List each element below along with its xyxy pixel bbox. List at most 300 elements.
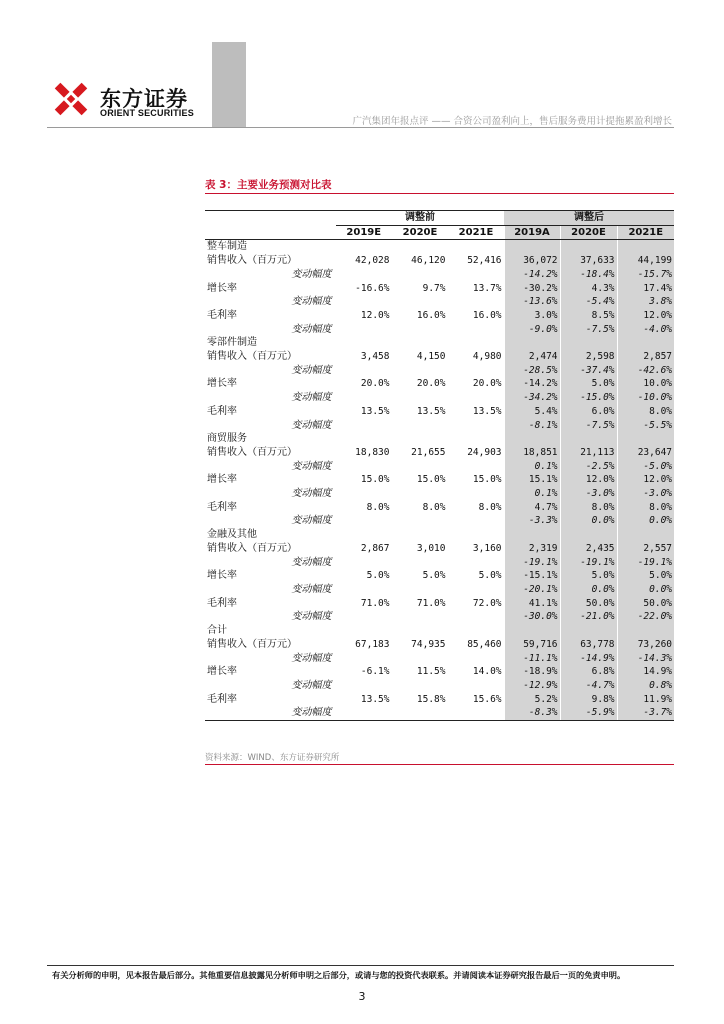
- cell-after: 17.4%: [617, 282, 674, 296]
- cell-before: [392, 583, 448, 597]
- cell-before: [392, 419, 448, 433]
- cell-after: 4.3%: [560, 282, 617, 296]
- cell-after: [560, 240, 617, 254]
- section-row: [205, 240, 674, 254]
- cell-after: 5.0%: [560, 377, 617, 391]
- cell-before: [448, 624, 504, 638]
- cell-before: 3,458: [336, 350, 392, 364]
- row-label: 毛利率: [207, 501, 237, 513]
- cell-after: -15.0%: [560, 391, 617, 405]
- cell-before: 12.0%: [336, 309, 392, 323]
- row-label: 增长率: [207, 570, 237, 582]
- cell-after: 15.1%: [504, 473, 560, 487]
- cell-after: -19.1%: [617, 556, 674, 570]
- row-label: 变动幅度: [291, 296, 332, 308]
- cell-after: -19.1%: [560, 556, 617, 570]
- cell-after: -30.2%: [504, 282, 560, 296]
- year-before-header: 2021E: [448, 225, 504, 240]
- section-row: [205, 528, 674, 542]
- row-label: 变动幅度: [291, 583, 332, 595]
- cell-before: [392, 364, 448, 378]
- cell-after: [617, 528, 674, 542]
- cell-before: [336, 432, 392, 446]
- cell-after: [560, 336, 617, 350]
- cell-before: 20.0%: [392, 377, 448, 391]
- cell-after: [504, 336, 560, 350]
- row-label: 销售收入（百万元）: [207, 542, 297, 554]
- row-label: 销售收入（百万元）: [207, 351, 297, 363]
- cell-after: 0.0%: [617, 583, 674, 597]
- brand-name-en: ORIENT SECURITIES: [100, 108, 194, 118]
- cell-before: [448, 583, 504, 597]
- report-title: 广汽集团年报点评 —— 合资公司盈利向上，售后服务费用计提拖累盈利增长: [352, 116, 672, 127]
- cell-before: 16.0%: [448, 309, 504, 323]
- cell-after: 59,716: [504, 638, 560, 652]
- cell-after: -8.1%: [504, 419, 560, 433]
- cell-after: 41.1%: [504, 597, 560, 611]
- cell-after: [504, 240, 560, 254]
- cell-before: [392, 679, 448, 693]
- table-caption: 表 3：主要业务预测对比表: [205, 179, 332, 191]
- cell-before: [336, 556, 392, 570]
- cell-before: 13.5%: [392, 405, 448, 419]
- cell-before: [448, 460, 504, 474]
- cell-before: 13.5%: [336, 405, 392, 419]
- cell-before: 2,867: [336, 542, 392, 556]
- cell-after: -20.1%: [504, 583, 560, 597]
- data-row: [205, 282, 674, 296]
- cell-after: 37,633: [560, 254, 617, 268]
- cell-before: 15.0%: [392, 473, 448, 487]
- source-note: 资料来源：WIND、东方证券研究所: [205, 753, 340, 763]
- cell-after: 14.9%: [617, 665, 674, 679]
- cell-before: 52,416: [448, 254, 504, 268]
- cell-before: [392, 624, 448, 638]
- cell-after: -5.0%: [617, 460, 674, 474]
- cell-before: 13.5%: [448, 405, 504, 419]
- cell-after: 12.0%: [617, 473, 674, 487]
- cell-before: [448, 364, 504, 378]
- cell-before: 42,028: [336, 254, 392, 268]
- change-row: [205, 268, 674, 282]
- change-row: [205, 514, 674, 528]
- cell-before: 15.0%: [448, 473, 504, 487]
- page-number: 3: [358, 990, 366, 1003]
- row-label: 整车制造: [207, 241, 247, 253]
- cell-after: 2,557: [617, 542, 674, 556]
- cell-before: 5.0%: [392, 569, 448, 583]
- cell-before: [336, 364, 392, 378]
- cell-after: -10.0%: [617, 391, 674, 405]
- cell-before: [392, 240, 448, 254]
- cell-after: -3.3%: [504, 514, 560, 528]
- group-after-header: 调整后: [504, 211, 674, 226]
- table-header-row-groups: [205, 211, 674, 226]
- cell-before: [448, 487, 504, 501]
- cell-before: 13.5%: [336, 693, 392, 707]
- change-row: [205, 679, 674, 693]
- cell-before: [392, 336, 448, 350]
- cell-after: [617, 624, 674, 638]
- cell-after: -2.5%: [560, 460, 617, 474]
- cell-after: -19.1%: [504, 556, 560, 570]
- data-row: [205, 569, 674, 583]
- row-label: 销售收入（百万元）: [207, 255, 297, 267]
- cell-after: -8.3%: [504, 706, 560, 720]
- cell-before: [448, 391, 504, 405]
- cell-after: -11.1%: [504, 652, 560, 666]
- cell-after: -3.0%: [560, 487, 617, 501]
- caption-rule: [205, 193, 674, 194]
- cell-after: 2,857: [617, 350, 674, 364]
- cell-after: 44,199: [617, 254, 674, 268]
- cell-before: 15.0%: [336, 473, 392, 487]
- row-label: 变动幅度: [291, 652, 332, 664]
- cell-before: [336, 419, 392, 433]
- cell-after: 8.0%: [617, 501, 674, 515]
- row-label: 增长率: [207, 378, 237, 390]
- cell-before: [336, 268, 392, 282]
- cell-before: [336, 295, 392, 309]
- cell-after: 5.4%: [504, 405, 560, 419]
- group-before-header: 调整前: [336, 211, 504, 226]
- cell-after: [504, 528, 560, 542]
- cell-before: [336, 624, 392, 638]
- cell-before: 85,460: [448, 638, 504, 652]
- row-label: 变动幅度: [291, 611, 332, 623]
- cell-before: 8.0%: [336, 501, 392, 515]
- cell-after: -30.0%: [504, 610, 560, 624]
- header-corner-2: [205, 225, 336, 240]
- row-label: 商贸服务: [207, 433, 247, 445]
- cell-before: 15.6%: [448, 693, 504, 707]
- cell-before: 5.0%: [336, 569, 392, 583]
- cell-before: [336, 583, 392, 597]
- source-rule: [205, 764, 674, 765]
- cell-after: [504, 432, 560, 446]
- cell-before: [392, 514, 448, 528]
- cell-after: -15.7%: [617, 268, 674, 282]
- change-row: [205, 364, 674, 378]
- cell-after: -14.2%: [504, 377, 560, 391]
- cell-before: 14.0%: [448, 665, 504, 679]
- cell-after: -18.9%: [504, 665, 560, 679]
- row-label: 变动幅度: [291, 364, 332, 376]
- cell-before: [448, 268, 504, 282]
- cell-before: [336, 706, 392, 720]
- row-label: 增长率: [207, 666, 237, 678]
- cell-after: 0.0%: [617, 514, 674, 528]
- cell-before: 3,010: [392, 542, 448, 556]
- cell-after: [617, 432, 674, 446]
- cell-after: 6.8%: [560, 665, 617, 679]
- cell-before: [448, 706, 504, 720]
- cell-after: -4.7%: [560, 679, 617, 693]
- cell-before: [392, 528, 448, 542]
- cell-after: 6.0%: [560, 405, 617, 419]
- cell-before: [336, 610, 392, 624]
- data-row: [205, 638, 674, 652]
- cell-before: [392, 487, 448, 501]
- cell-before: [392, 460, 448, 474]
- row-label: 变动幅度: [291, 488, 332, 500]
- cell-before: 8.0%: [392, 501, 448, 515]
- cell-before: 15.8%: [392, 693, 448, 707]
- cell-before: [448, 528, 504, 542]
- cell-before: 16.0%: [392, 309, 448, 323]
- cell-before: 3,160: [448, 542, 504, 556]
- row-label: 变动幅度: [291, 460, 332, 472]
- cell-after: -7.5%: [560, 323, 617, 337]
- cell-after: 3.0%: [504, 309, 560, 323]
- row-label: 合计: [207, 625, 227, 637]
- cell-before: 67,183: [336, 638, 392, 652]
- section-row: [205, 624, 674, 638]
- cell-before: 11.5%: [392, 665, 448, 679]
- row-label: 毛利率: [207, 405, 237, 417]
- cell-after: [617, 336, 674, 350]
- row-label: 毛利率: [207, 597, 237, 609]
- cell-after: -13.6%: [504, 295, 560, 309]
- cell-after: 4.7%: [504, 501, 560, 515]
- cell-before: [448, 419, 504, 433]
- change-row: [205, 610, 674, 624]
- row-label: 变动幅度: [291, 556, 332, 568]
- cell-after: -3.7%: [617, 706, 674, 720]
- cell-after: -5.9%: [560, 706, 617, 720]
- row-label: 变动幅度: [291, 679, 332, 691]
- cell-after: -9.0%: [504, 323, 560, 337]
- cell-after: 12.0%: [560, 473, 617, 487]
- cell-after: -7.5%: [560, 419, 617, 433]
- cell-after: -42.6%: [617, 364, 674, 378]
- cell-before: [392, 652, 448, 666]
- cell-after: 2,598: [560, 350, 617, 364]
- cell-before: [448, 240, 504, 254]
- change-row: [205, 295, 674, 309]
- row-label: 增长率: [207, 474, 237, 486]
- table-header-row-years: [205, 225, 674, 240]
- change-row: [205, 419, 674, 433]
- cell-before: 21,655: [392, 446, 448, 460]
- cell-after: [560, 528, 617, 542]
- cell-after: 50.0%: [560, 597, 617, 611]
- cell-after: 63,778: [560, 638, 617, 652]
- change-row: [205, 556, 674, 570]
- cell-before: [448, 295, 504, 309]
- cell-before: [448, 432, 504, 446]
- cell-before: 24,903: [448, 446, 504, 460]
- row-label: 增长率: [207, 282, 237, 294]
- data-row: [205, 597, 674, 611]
- cell-before: [336, 487, 392, 501]
- cell-before: [448, 336, 504, 350]
- cell-after: 8.0%: [617, 405, 674, 419]
- section-row: [205, 432, 674, 446]
- cell-before: [336, 528, 392, 542]
- data-row: [205, 501, 674, 515]
- change-row: [205, 323, 674, 337]
- cell-before: 13.7%: [448, 282, 504, 296]
- year-after-header: 2019A: [504, 225, 560, 240]
- cell-after: [617, 240, 674, 254]
- change-row: [205, 391, 674, 405]
- data-row: [205, 254, 674, 268]
- cell-before: -16.6%: [336, 282, 392, 296]
- cell-after: 21,113: [560, 446, 617, 460]
- cell-after: -37.4%: [560, 364, 617, 378]
- change-row: [205, 652, 674, 666]
- cell-before: [336, 240, 392, 254]
- cell-before: 74,935: [392, 638, 448, 652]
- cell-after: 23,647: [617, 446, 674, 460]
- footer-rule: [47, 965, 674, 966]
- orient-logo-icon: [48, 76, 94, 122]
- year-after-header: 2020E: [560, 225, 617, 240]
- footer-disclaimer: 有关分析师的申明，见本报告最后部分。其他重要信息披露见分析师申明之后部分，或请与您的投资代表联系。并请阅读本证券研究报告最后一页的免责申明。: [52, 970, 626, 980]
- row-label: 毛利率: [207, 309, 237, 321]
- cell-after: [560, 432, 617, 446]
- row-label: 零部件制造: [207, 337, 257, 349]
- row-label: 变动幅度: [291, 515, 332, 527]
- data-row: [205, 473, 674, 487]
- cell-after: 0.1%: [504, 487, 560, 501]
- cell-after: 5.0%: [617, 569, 674, 583]
- year-before-header: 2019E: [336, 225, 392, 240]
- cell-before: [448, 323, 504, 337]
- cell-after: 2,474: [504, 350, 560, 364]
- cell-after: 3.8%: [617, 295, 674, 309]
- cell-after: -5.5%: [617, 419, 674, 433]
- cell-after: 9.8%: [560, 693, 617, 707]
- data-row: [205, 665, 674, 679]
- row-label: 变动幅度: [291, 392, 332, 404]
- cell-before: 8.0%: [448, 501, 504, 515]
- cell-after: 0.0%: [560, 514, 617, 528]
- cell-before: [336, 391, 392, 405]
- year-before-header: 2020E: [392, 225, 448, 240]
- cell-before: [392, 295, 448, 309]
- cell-after: [504, 624, 560, 638]
- cell-before: [448, 610, 504, 624]
- cell-after: 2,319: [504, 542, 560, 556]
- cell-after: 2,435: [560, 542, 617, 556]
- cell-after: -5.4%: [560, 295, 617, 309]
- cell-after: [560, 624, 617, 638]
- cell-after: 11.9%: [617, 693, 674, 707]
- cell-after: -3.0%: [617, 487, 674, 501]
- row-label: 销售收入（百万元）: [207, 638, 297, 650]
- cell-after: -34.2%: [504, 391, 560, 405]
- cell-after: 5.0%: [560, 569, 617, 583]
- cell-before: 9.7%: [392, 282, 448, 296]
- row-label: 毛利率: [207, 693, 237, 705]
- cell-after: 0.0%: [560, 583, 617, 597]
- forecast-comparison-table: [205, 210, 674, 721]
- row-label: 销售收入（百万元）: [207, 446, 297, 458]
- data-row: [205, 542, 674, 556]
- cell-before: 20.0%: [336, 377, 392, 391]
- change-row: [205, 706, 674, 720]
- data-row: [205, 377, 674, 391]
- cell-after: -4.0%: [617, 323, 674, 337]
- cell-before: [448, 679, 504, 693]
- cell-before: [392, 610, 448, 624]
- cell-before: [336, 460, 392, 474]
- cell-before: [336, 679, 392, 693]
- cell-before: 20.0%: [448, 377, 504, 391]
- cell-before: [336, 652, 392, 666]
- cell-before: [392, 556, 448, 570]
- cell-after: 5.2%: [504, 693, 560, 707]
- cell-before: 5.0%: [448, 569, 504, 583]
- cell-before: [392, 706, 448, 720]
- brand-name-cn: 东方证券: [100, 87, 188, 111]
- data-row: [205, 446, 674, 460]
- cell-after: 18,851: [504, 446, 560, 460]
- section-row: [205, 336, 674, 350]
- forecast-table-wrapper: [205, 210, 674, 721]
- header-gray-block: [212, 42, 246, 128]
- row-label: 变动幅度: [291, 268, 332, 280]
- change-row: [205, 583, 674, 597]
- cell-before: [448, 556, 504, 570]
- cell-before: [392, 268, 448, 282]
- cell-before: 4,980: [448, 350, 504, 364]
- cell-after: 0.8%: [617, 679, 674, 693]
- cell-before: [448, 652, 504, 666]
- cell-after: 36,072: [504, 254, 560, 268]
- row-label: 变动幅度: [291, 323, 332, 335]
- cell-before: 71.0%: [336, 597, 392, 611]
- table-body: [205, 240, 674, 721]
- data-row: [205, 309, 674, 323]
- cell-after: 0.1%: [504, 460, 560, 474]
- cell-after: 8.0%: [560, 501, 617, 515]
- cell-before: 71.0%: [392, 597, 448, 611]
- cell-after: -15.1%: [504, 569, 560, 583]
- cell-after: 12.0%: [617, 309, 674, 323]
- cell-after: 10.0%: [617, 377, 674, 391]
- cell-after: 8.5%: [560, 309, 617, 323]
- cell-after: -14.3%: [617, 652, 674, 666]
- cell-before: 46,120: [392, 254, 448, 268]
- cell-after: -14.9%: [560, 652, 617, 666]
- row-label: 变动幅度: [291, 419, 332, 431]
- cell-after: 73,260: [617, 638, 674, 652]
- year-after-header: 2021E: [617, 225, 674, 240]
- data-row: [205, 350, 674, 364]
- cell-before: [336, 514, 392, 528]
- change-row: [205, 487, 674, 501]
- cell-before: -6.1%: [336, 665, 392, 679]
- cell-after: 50.0%: [617, 597, 674, 611]
- cell-before: [448, 514, 504, 528]
- cell-after: -28.5%: [504, 364, 560, 378]
- cell-after: -18.4%: [560, 268, 617, 282]
- cell-before: [336, 336, 392, 350]
- cell-before: [392, 391, 448, 405]
- cell-before: 4,150: [392, 350, 448, 364]
- cell-before: [392, 432, 448, 446]
- row-label: 变动幅度: [205, 706, 336, 720]
- header-corner: [205, 211, 336, 226]
- row-label: 金融及其他: [207, 529, 257, 541]
- cell-after: -22.0%: [617, 610, 674, 624]
- cell-before: [336, 323, 392, 337]
- cell-after: -21.0%: [560, 610, 617, 624]
- cell-before: 18,830: [336, 446, 392, 460]
